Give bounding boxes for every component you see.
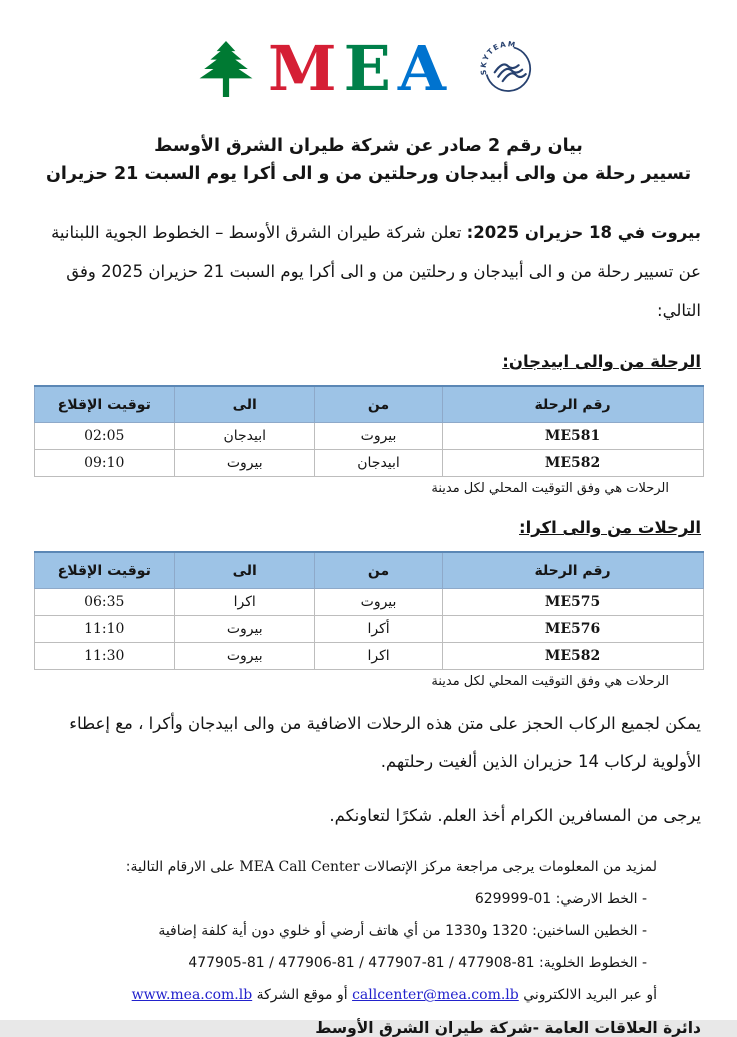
- departure-time-cell: 11:10: [34, 616, 175, 643]
- header-to: الى: [175, 386, 315, 423]
- flight-number-cell: ME581: [442, 423, 703, 450]
- from-cell: بيروت: [315, 423, 442, 450]
- header-departure-time: توقيت الإقلاع: [34, 552, 175, 589]
- hotlines-line: - الخطين الساخنين: 1320 و1330 من أي هاتف أرضي أو خلوي دون أية كلفة إضافية: [158, 923, 647, 940]
- title-line-1: بيان رقم 2 صادر عن شركة طيران الشرق الأوسط: [154, 136, 583, 156]
- table-header-row: [34, 386, 703, 423]
- email-line: [36, 987, 657, 1003]
- website-link[interactable]: www.mea.com.lb: [131, 987, 253, 1004]
- from-cell: أكرا: [315, 616, 442, 643]
- to-cell: اكرا: [175, 589, 315, 616]
- header-flight-number: رقم الرحلة: [442, 552, 703, 589]
- local-time-note: الرحلات هي وفق التوقيت المحلي لكل مدينة: [431, 481, 669, 497]
- table-row: [34, 643, 703, 670]
- from-cell: ابيدجان: [315, 450, 442, 477]
- mea-letter-a: A: [397, 32, 453, 105]
- website-prefix: أو موقع الشركة: [252, 987, 353, 1004]
- to-cell: بيروت: [175, 616, 315, 643]
- mobile-lines: - الخطوط الخلوية: 81-477908 / 81-477907 / 81-477906 / 81-477905: [188, 955, 647, 972]
- flight-number-cell: ME582: [442, 643, 703, 670]
- header-from: من: [315, 386, 442, 423]
- acknowledgement-paragraph: يرجى من المسافرين الكرام أخذ العلم. شكرًا لتعاونكم.: [329, 806, 701, 826]
- accra-flights-table: [34, 551, 704, 670]
- dateline: بيروت في 18 حزيران 2025:: [466, 223, 701, 242]
- from-cell: اكرا: [315, 643, 442, 670]
- to-cell: ابيدجان: [175, 423, 315, 450]
- departure-time-cell: 09:10: [34, 450, 175, 477]
- from-cell: بيروت: [315, 589, 442, 616]
- to-cell: بيروت: [175, 643, 315, 670]
- accra-section-heading: الرحلات من والى اكرا:: [519, 518, 701, 538]
- header-flight-number: رقم الرحلة: [442, 386, 703, 423]
- email-prefix: أو عبر البريد الالكتروني: [518, 987, 657, 1004]
- flight-number-cell: ME582: [442, 450, 703, 477]
- landline-line: - الخط الارضي: 01-629999: [474, 891, 647, 908]
- flight-number-cell: ME575: [442, 589, 703, 616]
- mea-letter-e: E: [343, 32, 398, 105]
- table-row: [34, 616, 703, 643]
- intro-body: تعلن شركة طيران الشرق الأوسط – الخطوط الجوية اللبنانية عن تسيير رحلة من و الى أبيدجان و رحلتين من و الى أكرا يوم السبت 21 حزيران 2025 وفق التالي:: [51, 223, 701, 320]
- header-from: من: [315, 552, 442, 589]
- title-line-2: تسيير رحلة من والى أبيدجان ورحلتين من و الى أكرا يوم السبت 21 حزيران: [45, 164, 692, 184]
- to-cell: بيروت: [175, 450, 315, 477]
- mea-letter-m: M: [267, 32, 344, 105]
- call-center-label: MEA Call Center: [239, 859, 360, 876]
- mea-wordmark: [267, 32, 453, 105]
- table-row: [34, 423, 703, 450]
- mea-logo: [0, 32, 737, 105]
- contact-intro-prefix: لمزيد من المعلومات يرجى مراجعة مركز الإتصالات: [359, 859, 657, 876]
- contact-intro: [36, 859, 657, 875]
- abidjan-section-heading: الرحلة من والى ابيدجان:: [502, 352, 701, 372]
- press-release-title: [0, 132, 737, 188]
- skyteam-label: SKYTEAM: [478, 39, 518, 76]
- contact-section: [36, 859, 657, 1003]
- signature: دائرة العلاقات العامة -شركة طيران الشرق الأوسط: [315, 1019, 701, 1037]
- table-row: [34, 450, 703, 477]
- departure-time-cell: 06:35: [34, 589, 175, 616]
- header-departure-time: توقيت الإقلاع: [34, 386, 175, 423]
- flight-number-cell: ME576: [442, 616, 703, 643]
- contact-intro-suffix: على الارقام التالية:: [125, 859, 240, 876]
- cedar-tree-icon: [198, 39, 254, 99]
- local-time-note: الرحلات هي وفق التوقيت المحلي لكل مدينة: [431, 674, 669, 690]
- table-header-row: [34, 552, 703, 589]
- abidjan-flights-table: [34, 385, 704, 477]
- booking-paragraph: يمكن لجميع الركاب الحجز على متن هذه الرحلات الاضافية من والى ابيدجان وأكرا ، مع إعطاء الأولوية لركاب 14 حزيران الذين ألغيت رحلتهم.: [69, 714, 701, 772]
- departure-time-cell: 11:30: [34, 643, 175, 670]
- header-to: الى: [175, 552, 315, 589]
- table-row: [34, 589, 703, 616]
- email-link[interactable]: callcenter@mea.com.lb: [352, 987, 519, 1004]
- departure-time-cell: 02:05: [34, 423, 175, 450]
- intro-paragraph: [32, 214, 701, 330]
- skyteam-logo-icon: [477, 36, 539, 98]
